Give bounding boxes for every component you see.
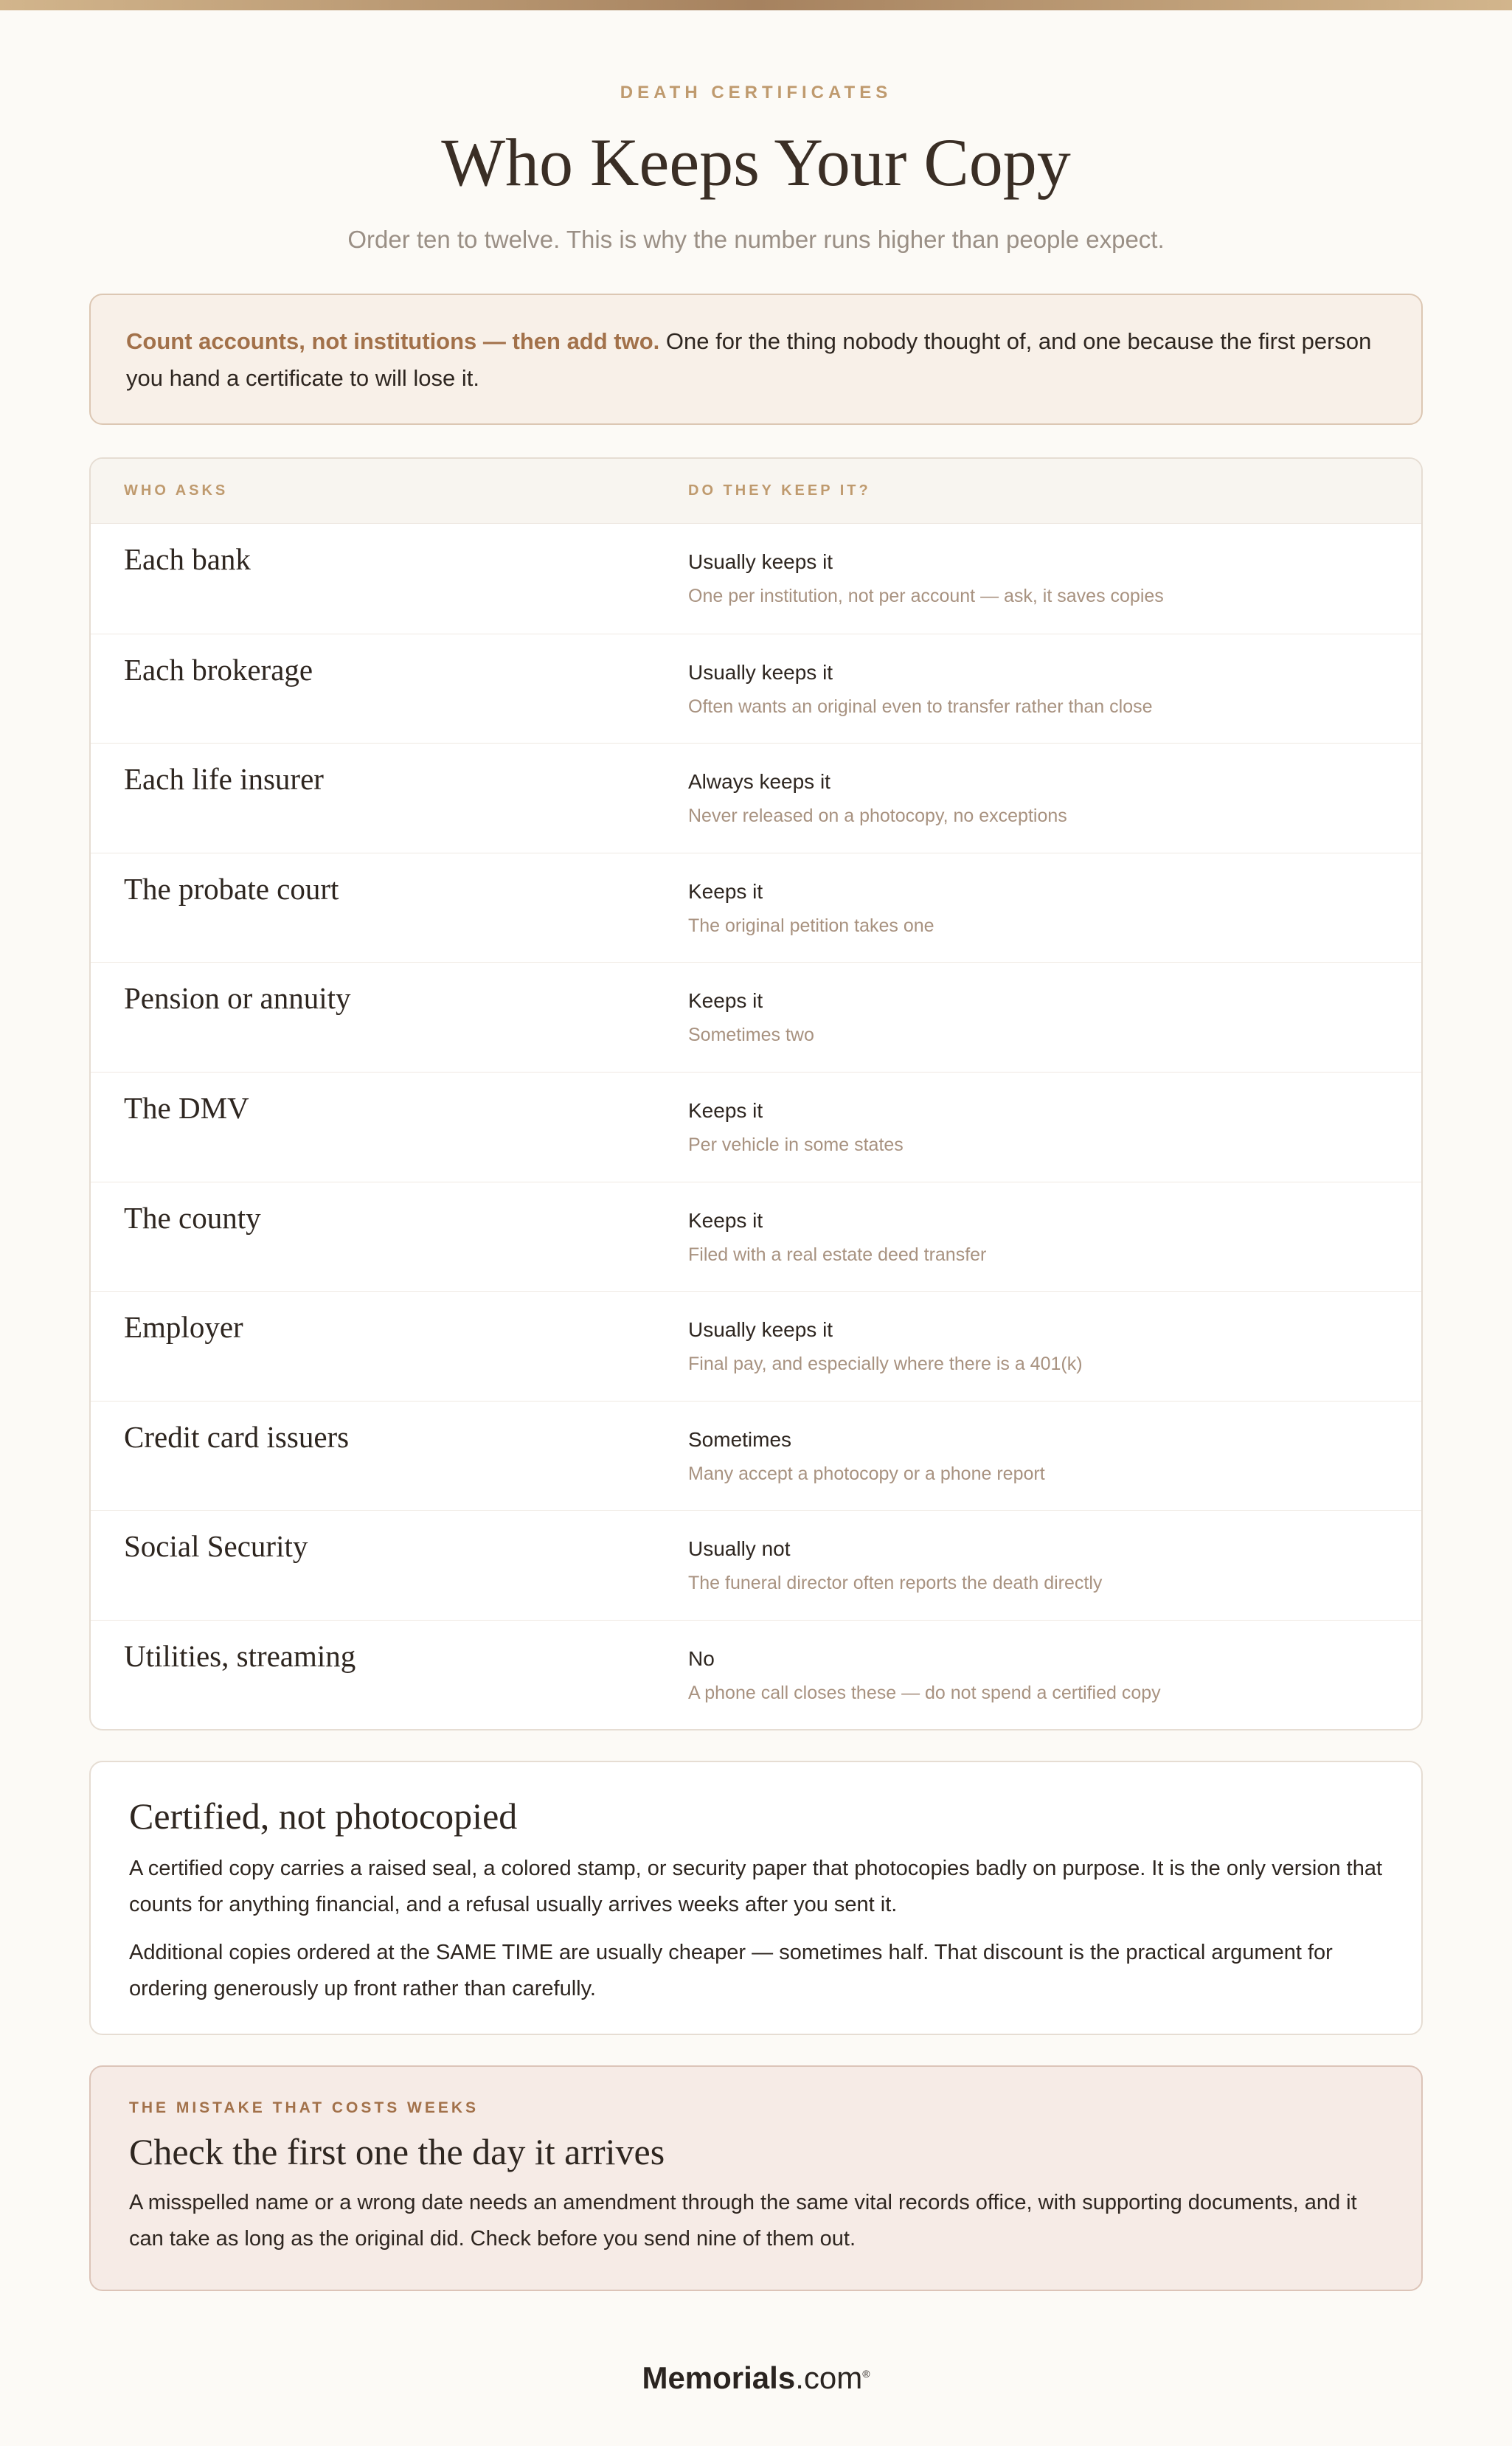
page-subtitle: Order ten to twelve. This is why the number runs higher than people expect. (347, 226, 1165, 253)
certified-paragraph-1: A certified copy carries a raised seal, a colored stamp, or security paper that photocopies badly on purpose. It is the only version that counts for anything financial, and a refusal usually arrives weeks after you sent it. (129, 1857, 1383, 1916)
note-cell: Never released on a photocopy, no exceptions (688, 805, 1067, 827)
header-keep-it: DO THEY KEEP IT? (688, 482, 871, 499)
top-accent-bar (0, 0, 1512, 10)
note-cell: The original petition takes one (688, 915, 934, 936)
note-cell: Sometimes two (688, 1025, 814, 1046)
memorials-logo (0, 2360, 1512, 2396)
note-cell: One per institution, not per account — ask, it saves copies (688, 586, 1164, 606)
table-row (91, 1401, 1421, 1511)
mistake-body: A misspelled name or a wrong date needs an amendment through the same vital records office, with supporting documents, and it can take as long as the original did. Check before you send nine of them out. (129, 2191, 1357, 2251)
note-cell: The funeral director often reports the death directly (688, 1573, 1103, 1594)
table-header (91, 459, 1421, 524)
note-cell: Final pay, and especially where there is a 401(k) (688, 1354, 1083, 1375)
who-cell: Each brokerage (124, 652, 313, 687)
tip-callout (89, 294, 1423, 425)
table-row (91, 1182, 1421, 1292)
who-cell: The probate court (124, 871, 339, 906)
table-row (91, 853, 1421, 963)
certified-paragraph-2: Additional copies ordered at the SAME TIME are usually cheaper — sometimes half. That discount is the practical argument for ordering generously up front rather than carefully. (129, 1941, 1333, 2000)
mistake-title: Check the first one the day it arrives (129, 2131, 665, 2172)
keeper-table (89, 457, 1423, 1730)
keep-cell: Always keeps it (688, 770, 830, 794)
tip-text: One for the thing nobody thought of, and one because the first person you hand a certificate to will lose it. (126, 328, 1372, 391)
certified-title: Certified, not photocopied (129, 1795, 518, 1837)
note-cell: Often wants an original even to transfer rather than close (688, 696, 1153, 717)
who-cell: Each life insurer (124, 762, 324, 797)
logo-brand: Memorials (642, 2360, 796, 2395)
mistake-eyebrow: THE MISTAKE THAT COSTS WEEKS (129, 2099, 479, 2116)
mistake-callout (89, 2065, 1423, 2291)
table-row (91, 1291, 1421, 1401)
keep-cell: Usually keeps it (688, 1318, 833, 1342)
note-cell: A phone call closes these — do not spend a certified copy (688, 1682, 1161, 1703)
keep-cell: Keeps it (688, 1208, 763, 1232)
table-row (91, 634, 1421, 744)
note-cell: Filed with a real estate deed transfer (688, 1244, 987, 1265)
tip-bold: Count accounts, not institutions — then add two. (126, 328, 660, 354)
keep-cell: Usually not (688, 1537, 791, 1561)
table-body (91, 524, 1421, 1730)
table-row (91, 1620, 1421, 1730)
keep-cell: Keeps it (688, 879, 763, 903)
who-cell: The DMV (124, 1090, 249, 1125)
page-title: Who Keeps Your Copy (441, 125, 1071, 200)
certified-card (89, 1761, 1423, 2035)
table-row (91, 743, 1421, 853)
keep-cell: Sometimes (688, 1427, 792, 1451)
page-header (0, 83, 1512, 254)
header-who-asks: WHO ASKS (124, 482, 229, 499)
keep-cell: No (688, 1646, 715, 1670)
table-row (91, 524, 1421, 634)
table-row (91, 1072, 1421, 1182)
logo-registered-mark: ® (862, 2368, 870, 2380)
who-cell: The county (124, 1200, 261, 1235)
note-cell: Per vehicle in some states (688, 1134, 904, 1155)
who-cell: Employer (124, 1310, 243, 1345)
note-cell: Many accept a photocopy or a phone report (688, 1463, 1045, 1484)
table-row (91, 962, 1421, 1072)
table-row (91, 1510, 1421, 1620)
keep-cell: Usually keeps it (688, 660, 833, 684)
who-cell: Credit card issuers (124, 1419, 350, 1454)
logo-tld: .com (795, 2360, 863, 2395)
keep-cell: Keeps it (688, 989, 763, 1013)
eyebrow: DEATH CERTIFICATES (620, 83, 892, 103)
who-cell: Each bank (124, 542, 251, 576)
who-cell: Pension or annuity (124, 981, 351, 1016)
keep-cell: Usually keeps it (688, 550, 833, 573)
who-cell: Social Security (124, 1529, 308, 1564)
keep-cell: Keeps it (688, 1098, 763, 1122)
who-cell: Utilities, streaming (124, 1638, 356, 1673)
